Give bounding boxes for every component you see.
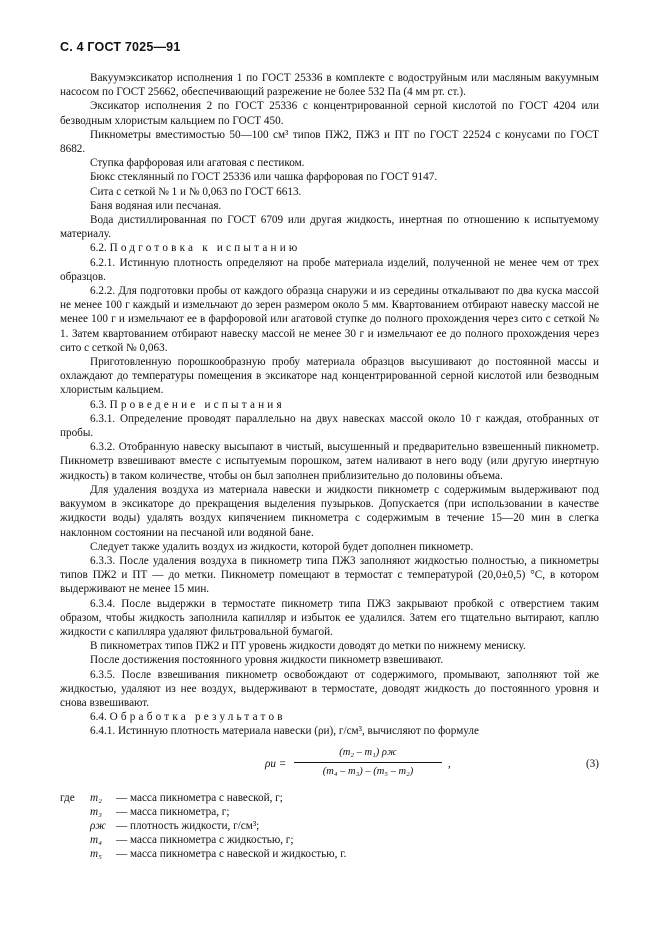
paragraph: Пикнометры вместимостью 50—100 см³ типов ПЖ2, ПЖ3 и ПТ по ГОСТ 22524 с конусами по ГОСТ 8682. (60, 128, 599, 156)
legend-symbol: m₅ (90, 848, 102, 861)
paragraph-6-3-1: 6.3.1. Определение проводят параллельно на двух навесках массой около 10 г каждая, отобранных от пробы. (60, 412, 599, 440)
section-number: 6.4. (90, 711, 107, 724)
legend-row (60, 847, 599, 861)
legend-lead (60, 805, 90, 819)
legend-lead (60, 819, 90, 833)
legend-symbol: ρж (90, 819, 106, 832)
legend-row (60, 805, 599, 819)
paragraph-6-3-4: 6.3.4. После выдержки в термостате пикнометр типа ПЖ3 закрывают пробкой с отверстием таким образом, чтобы жидкость заполнила капилляр и избыток ее удалился. Затем его тщательно вытирают, каплю жидкости с капилляра удаляют фильтровальной бумагой. (60, 597, 599, 638)
paragraph: После достижения постоянного уровня жидкости пикнометр взвешивают. (90, 654, 444, 667)
formula-lhs: ρи = (265, 757, 287, 770)
paragraph: Баня водяная или песчаная. (90, 199, 222, 212)
legend-row (60, 791, 599, 805)
paragraph: Для удаления воздуха из материала навески и жидкости пикнометр с содержимым выдерживают под вакуумом в эксикаторе до прекращения выделения пузырьков. Допускается (при использовании в качестве жидкости воды) удалять воздух кипячением пикнометра с содержимым в течение 15—20 мин в слегка наклонном состоянии на песчаной или водяной бане. (60, 483, 599, 539)
legend-symbol: m₃ (90, 805, 102, 818)
legend-lead (60, 833, 90, 847)
paragraph: Ступка фарфоровая или агатовая с пестиком. (90, 157, 305, 170)
paragraph: Вода дистиллированная по ГОСТ 6709 или другая жидкость, инертная по отношению к испытуемому материалу. (60, 214, 599, 241)
paragraph: Сита с сеткой № 1 и № 0,063 по ГОСТ 6613. (90, 185, 302, 198)
legend-symbol: m₄ (90, 834, 102, 847)
paragraph-6-2-1: 6.2.1. Истинную плотность определяют на пробе материала изделий, полученной не менее чем от трех образцов. (60, 256, 599, 283)
legend-text: — масса пикнометра с навеской и жидкостью, г. (116, 848, 347, 861)
paragraph-6-2-2: 6.2.2. Для подготовки пробы от каждого образца снаружи и из середины откалывают по два куска массой не менее 100 г каждый и измельчают до зерен размером около 5 мм. Квартованием отбирают навеску массой не менее 100 г и измельчают ее в фарфоровой или агатовой ступке до полного прохождения через сито с сеткой № 1. Затем квартованием отбирают навеску массой не менее 30 г и измельчают ее до полного прохождения через сито с сеткой № 0,063. (60, 285, 599, 354)
paragraph: В пикнометрах типов ПЖ2 и ПТ уровень жидкости доводят до метки по нижнему мениску. (90, 640, 526, 653)
legend-text: — масса пикнометра с жидкостью, г; (116, 834, 294, 847)
section-number: 6.3. (90, 398, 107, 411)
document-body (60, 71, 599, 861)
formula-denominator: (m₄ – m₃) – (m₅ – m₂) (322, 765, 414, 777)
formula-tail: , (448, 757, 451, 770)
paragraph: Бюкс стеклянный по ГОСТ 25336 или чашка фарфоровая по ГОСТ 9147. (90, 171, 438, 184)
paragraph: Вакуумэксикатор исполнения 1 по ГОСТ 25336 в комплекте с водоструйным или масляным вакуумным насосом по ГОСТ 25662, обеспечивающий разрежение не более 532 Па (4 мм рт. ст.). (60, 72, 599, 99)
paragraph: Приготовленную порошкообразную пробу материала образцов высушивают до постоянной массы и охлаждают до температуры помещения в эксикаторе над концентрированной серной кислотой или безводным хлористым кальцием. (60, 356, 599, 397)
section-number: 6.2. (90, 242, 107, 255)
paragraph-6-3-5: 6.3.5. После взвешивания пикнометр освобождают от содержимого, промывают, заполняют той же жидкостью, удаляют из нее воздух, выдерживают в термостате, доводят жидкость до постоянного уровня и снова взвешивают. (60, 668, 599, 709)
legend-symbol: m₂ (90, 791, 102, 804)
equation-number: (3) (585, 757, 599, 770)
paragraph-6-3-3: 6.3.3. После удаления воздуха в пикнометр типа ПЖ3 заполняют жидкостью полностью, а пикнометры типов ПЖ2 и ПТ — до метки. Пикнометр помещают в термостат с температурой (20,0±0,5) °С, в котором выдерживают не менее 15 мин. (60, 554, 599, 596)
legend-text: — масса пикнометра с навеской, г; (116, 791, 283, 804)
legend-lead: где (60, 791, 75, 804)
paragraph: Следует также удалить воздух из жидкости, которой будет дополнен пикнометр. (90, 540, 474, 553)
paragraph-6-3-2: 6.3.2. Отобранную навеску высыпают в чистый, высушенный и предварительно взвешенный пикнометр. Пикнометр взвешивают вместе с испытуемым порошком, затем наливают в него воду (или другую инертную жидкость) в таком количестве, чтобы он был заполнен приблизительно до половины объема. (60, 441, 599, 482)
section-title: Обработка результатов (109, 711, 286, 724)
section-heading-6-4 (60, 710, 599, 724)
paragraph-6-4-1: 6.4.1. Истинную плотность материала навески (ρи), г/см³, вычисляют по формуле (90, 725, 479, 738)
section-heading-6-3 (60, 398, 599, 412)
legend-row (60, 833, 599, 847)
formula-numerator: (m₂ – m₁) ρж (294, 746, 442, 763)
page-header: С. 4 ГОСТ 7025—91 (60, 40, 181, 54)
legend-lead (60, 847, 90, 861)
formula-fraction (294, 746, 442, 779)
section-title: Подготовка к испытанию (109, 242, 301, 255)
section-heading-6-2 (60, 241, 599, 255)
variable-legend (60, 791, 599, 862)
legend-text: — плотность жидкости, г/см³; (116, 819, 260, 832)
paragraph: Эксикатор исполнения 2 по ГОСТ 25336 с концентрированной серной кислотой по ГОСТ 4204 или безводным хлористым кальцием по ГОСТ 450. (60, 100, 599, 127)
section-title: Проведение испытания (109, 398, 285, 411)
formula-3 (60, 745, 599, 785)
legend-text: — масса пикнометра, г; (116, 805, 230, 818)
legend-row (60, 819, 599, 833)
